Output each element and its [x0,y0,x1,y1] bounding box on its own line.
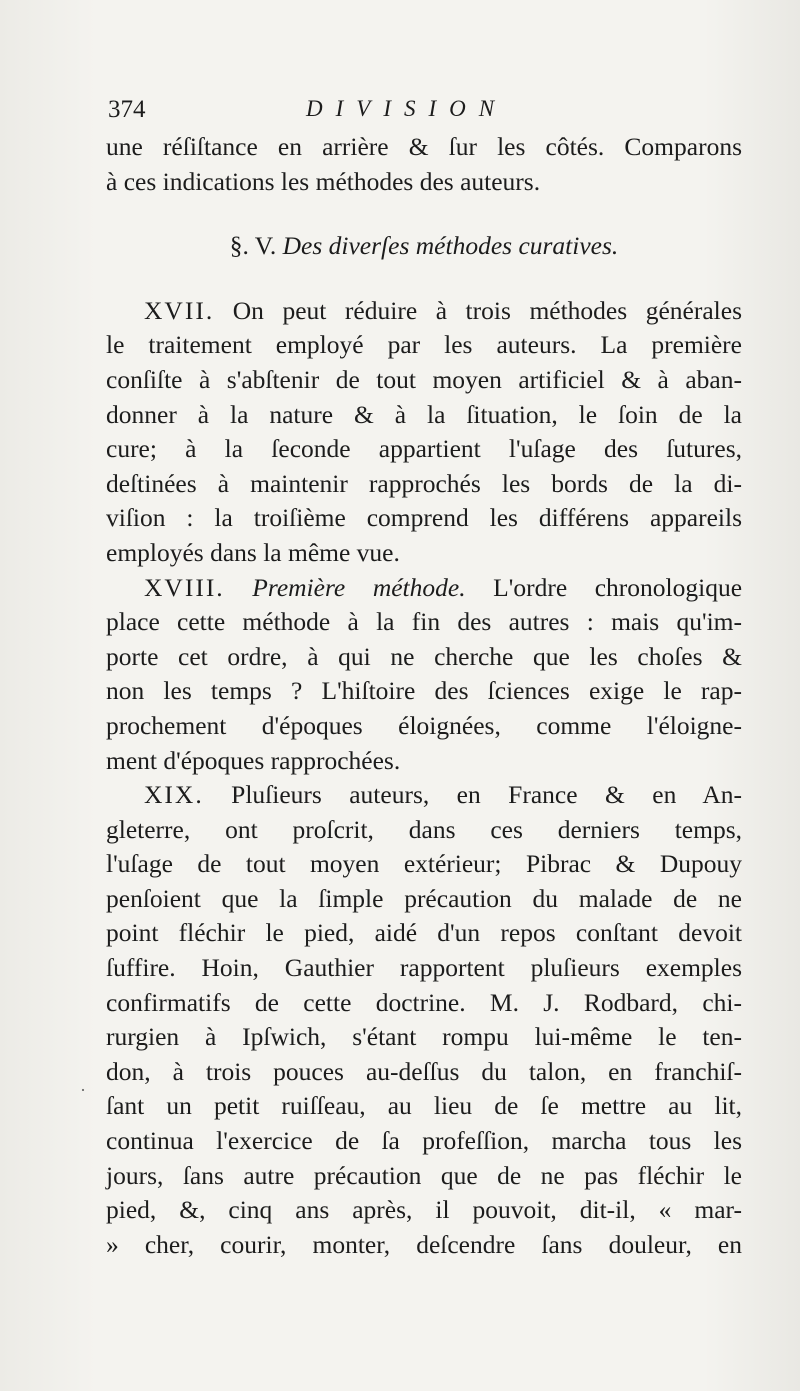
text-line: don, à trois pouces au-deſſus du talon, en franchiſ- [106,1056,742,1086]
page-header [108,92,748,132]
text-line: prochement d'époques éloignées, comme l'éloigne- [106,710,742,740]
text-line: à ces indications les méthodes des auteurs. [106,166,541,196]
text-line: l'uſage de tout moyen extérieur; Pibrac & Dupouy [106,849,742,879]
text-line: continua l'exercice de ſa profeſſion, marcha tous les [106,1126,742,1156]
text-line: donner à la nature & à la ſituation, le ſoin de la [106,399,742,429]
paragraph-number: XIX. [144,780,204,810]
text-line: jours, ſans autre précaution que de ne pas fléchir le [106,1160,742,1190]
running-title: DIVISION [306,96,508,121]
text-line: conſiſte à s'abſtenir de tout moyen artificiel & à aban- [106,364,742,394]
text-line: rurgien à Ipſwich, s'étant rompu lui-même le ten- [106,1022,742,1052]
text-line: viſion : la troiſième comprend les différens appareils [106,503,742,533]
text-line: employés dans la même vue. [106,537,400,567]
text-line: ſant un petit ruiſſeau, au lieu de ſe mettre au lit, [106,1091,742,1121]
text-line: penſoient que la ſimple précaution du malade de ne [106,883,742,913]
text-line: une réſiſtance en arrière & ſur les côtés. Comparons [106,132,742,161]
method-title: Première méthode. [252,572,466,602]
paragraph-number: XVII. [144,295,215,325]
text-line: ſuffire. Hoin, Gauthier rapportent pluſieurs exemples [106,953,742,983]
margin-mark: · [80,1080,86,1100]
section-heading [106,229,742,264]
section-number: §. V. [229,231,277,261]
section-title: Des diverſes méthodes curatives. [282,231,619,261]
text-line: L'ordre chronologique [493,572,743,602]
paragraph-19-first-line [106,778,742,813]
text-line: Pluſieurs auteurs, en France & en An- [231,780,743,810]
text-line: non les temps ? L'hiſtoire des ſciences exige le rap- [106,676,742,706]
text-line: confirmatifs de cette doctrine. M. J. Rodbard, chi- [106,987,742,1017]
page-number: 374 [108,96,146,123]
paragraph-18-first-line [106,571,742,606]
text-line: gleterre, ont proſcrit, dans ces derniers temps, [106,814,742,844]
paragraph-17-first-line [106,294,742,329]
text-line: cure; à la ſeconde appartient l'uſage des ſutures, [106,434,742,464]
text-line: ment d'époques rapprochées. [106,745,401,775]
text-line: » cher, courir, monter, deſcendre ſans douleur, en [106,1229,742,1259]
text-line: le traitement employé par les auteurs. La première [106,330,742,360]
paragraph-number: XVIII. [144,572,225,602]
text-line: place cette méthode à la fin des autres : mais qu'im- [106,607,742,637]
text-line: deſtinées à maintenir rapprochés les bords de la di- [106,468,742,498]
text-line: On peut réduire à trois méthodes générales [232,295,743,325]
text-line: point fléchir le pied, aidé d'un repos conſtant devoit [106,918,742,948]
text-line: porte cet ordre, à qui ne cherche que les choſes & [106,641,742,671]
text-line: pied, &, cinq ans après, il pouvoit, dit-il, « mar- [106,1195,742,1225]
body-text [106,130,742,1262]
